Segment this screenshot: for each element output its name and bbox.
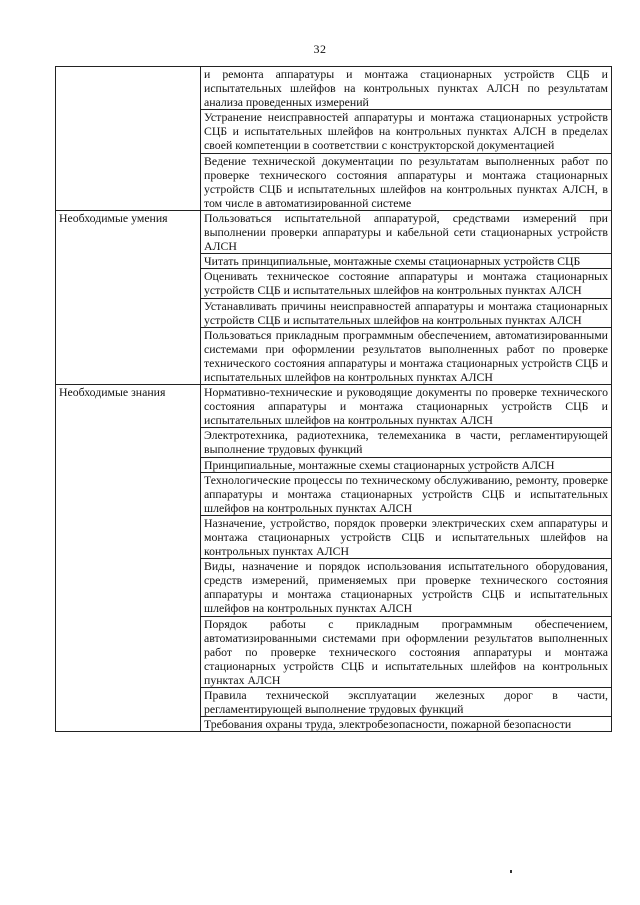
requirement-item: Назначение, устройство, порядок проверки электрических схем аппаратуры и монтажа стационарных устройств СЦБ и испытательных шлейфов на контрольных пунктах АЛСН xyxy=(201,515,612,558)
requirement-item: Нормативно-технические и руководящие документы по проверке технического состояния аппаратуры и монтажа стационарных устройств СЦБ и испытательных шлейфов на контрольных пунктах АЛСН xyxy=(201,385,612,428)
requirements-table xyxy=(55,66,612,732)
requirement-item: Правила технической эксплуатации железных дорог в части, регламентирующей выполнение трудовых функций xyxy=(201,688,612,717)
requirement-item: Технологические процессы по техническому обслуживанию, ремонту, проверке аппаратуры и монтажа стационарных устройств СЦБ и испытательных шлейфов на контрольных пунктах АЛСН xyxy=(201,472,612,515)
table-row xyxy=(56,67,612,110)
requirement-item: Принципиальные, монтажные схемы стационарных устройств АЛСН xyxy=(201,457,612,472)
requirement-item: Оценивать техническое состояние аппаратуры и монтажа стационарных устройств СЦБ и испытательных шлейфов на контрольных пунктах АЛСН xyxy=(201,269,612,298)
requirement-item: Требования охраны труда, электробезопасности, пожарной безопасности xyxy=(201,717,612,732)
table-row xyxy=(56,385,612,428)
requirement-item: Пользоваться прикладным программным обеспечением, автоматизированными системами при оформлении результатов выполненных работ по проверке технического состояния аппаратуры и монтажа стационарных устройств СЦБ и испытательных шлейфов на контрольных пунктах АЛСН xyxy=(201,327,612,384)
table-row xyxy=(56,210,612,253)
scan-speck xyxy=(510,870,512,873)
requirement-item: и ремонта аппаратуры и монтажа стационарных устройств СЦБ и испытательных шлейфов на контрольных пунктах АЛСН по результатам анализа проведенных измерений xyxy=(201,67,612,110)
section-label xyxy=(56,67,201,211)
requirement-item: Устанавливать причины неисправностей аппаратуры и монтажа стационарных устройств СЦБ и испытательных шлейфов на контрольных пунктах АЛСН xyxy=(201,298,612,327)
page-number: 32 xyxy=(313,42,327,56)
requirement-item: Читать принципиальные, монтажные схемы стационарных устройств СЦБ xyxy=(201,254,612,269)
section-label: Необходимые умения xyxy=(56,210,201,384)
requirement-item: Ведение технической документации по результатам выполненных работ по проверке технического состояния аппаратуры и монтажа стационарных устройств СЦБ и испытательных шлейфов на контрольных пунктах АЛСН, в том числе в автоматизированной системе xyxy=(201,153,612,210)
requirement-item: Пользоваться испытательной аппаратурой, средствами измерений при выполнении проверки аппаратуры и кабельной сети стационарных устройств АЛСН xyxy=(201,210,612,253)
requirement-item: Виды, назначение и порядок использования испытательного оборудования, средств измерений, применяемых при проверке технического состояния аппаратуры и монтажа стационарных устройств СЦБ и испытательных шлейфов на контрольных пунктах АЛСН xyxy=(201,559,612,616)
requirement-item: Порядок работы с прикладным программным обеспечением, автоматизированными системами при оформлении результатов выполненных работ по проверке технического состояния аппаратуры и монтажа стационарных устройств СЦБ и испытательных шлейфов на контрольных пунктах АЛСН xyxy=(201,616,612,687)
requirement-item: Устранение неисправностей аппаратуры и монтажа стационарных устройств СЦБ и испытательных шлейфов на контрольных пунктах АЛСН в пределах своей компетенции в соответствии с конструкторской документацией xyxy=(201,110,612,153)
requirement-item: Электротехника, радиотехника, телемеханика в части, регламентирующей выполнение трудовых функций xyxy=(201,428,612,457)
section-label: Необходимые знания xyxy=(56,385,201,732)
